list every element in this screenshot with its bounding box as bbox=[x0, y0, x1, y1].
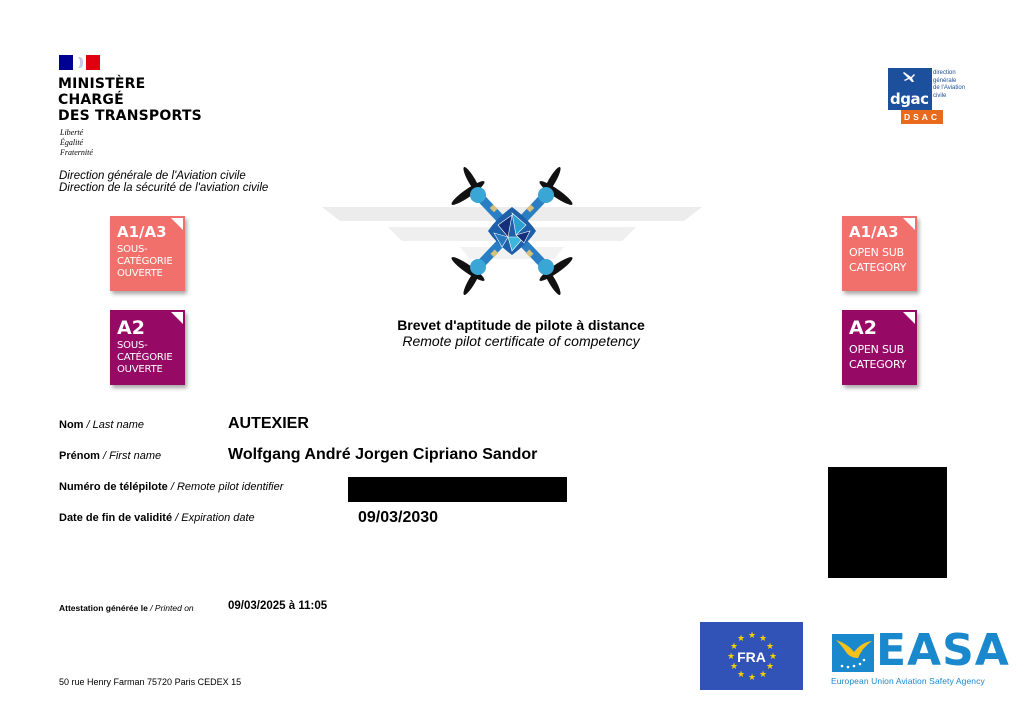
star-icon: ★ bbox=[730, 641, 739, 651]
ministry-line: DES TRANSPORTS bbox=[58, 108, 202, 124]
republic-motto bbox=[60, 128, 93, 158]
star-icon: ★ bbox=[748, 630, 757, 640]
star-icon: ★ bbox=[766, 661, 775, 671]
french-republic-flag-icon bbox=[59, 55, 100, 70]
badge-line: OPEN SUB bbox=[849, 343, 904, 356]
easa-bird-icon bbox=[832, 634, 874, 672]
badge-a1a3-en bbox=[842, 216, 917, 291]
badge-line: SOUS- bbox=[117, 340, 148, 351]
ministry-name bbox=[58, 76, 202, 124]
printed-label bbox=[59, 603, 194, 613]
badge-code: A2 bbox=[117, 317, 145, 339]
label-en: First name bbox=[109, 450, 162, 462]
star-icon: ★ bbox=[737, 669, 746, 679]
label-separator: / bbox=[167, 481, 177, 493]
badge-line: CATÉGORIE bbox=[117, 256, 173, 267]
direction-text bbox=[59, 170, 268, 194]
star-icon: ★ bbox=[759, 633, 768, 643]
badge-line: CATEGORY bbox=[849, 358, 907, 371]
photo-redacted bbox=[828, 467, 947, 578]
label-separator: / bbox=[172, 512, 182, 524]
printed-value: 09/03/2025 à 11:05 bbox=[228, 600, 328, 612]
badge-line: CATÉGORIE bbox=[117, 352, 173, 363]
dgac-logo bbox=[888, 68, 932, 110]
label-separator: / bbox=[99, 450, 110, 462]
address: 50 rue Henry Farman 75720 Paris CEDEX 15 bbox=[59, 677, 242, 687]
label-fr: Nom bbox=[59, 419, 84, 431]
badge-line: OUVERTE bbox=[117, 364, 163, 375]
easa-full-name: European Union Aviation Safety Agency bbox=[831, 676, 985, 686]
label-separator: / bbox=[83, 419, 93, 431]
label-en: Remote pilot identifier bbox=[176, 481, 284, 493]
label-fr: Numéro de télépilote bbox=[59, 481, 168, 493]
badge-a1a3-fr bbox=[110, 216, 185, 291]
expiry-label bbox=[59, 512, 255, 524]
badge-code: A1/A3 bbox=[117, 223, 167, 241]
star-icon: ★ bbox=[727, 651, 736, 661]
first-name-value: Wolfgang André Jorgen Cipriano Sandor bbox=[228, 446, 538, 463]
expiry-value: 09/03/2030 bbox=[358, 509, 439, 526]
certificate-title: Brevet d'aptitude de pilote à distance bbox=[397, 317, 645, 333]
badge-line: SOUS- bbox=[117, 244, 148, 255]
badge-line: OUVERTE bbox=[117, 268, 163, 279]
badge-subtitle bbox=[849, 245, 906, 275]
plane-icon bbox=[902, 71, 916, 83]
ministry-line: CHARGÉ bbox=[58, 92, 124, 108]
motto-line: Égalité bbox=[60, 138, 84, 147]
first-name-label bbox=[59, 450, 161, 462]
dgac-side-line: civile bbox=[933, 92, 947, 99]
certificate-subtitle: Remote pilot certificate of competency bbox=[402, 333, 640, 349]
dgac-side-line: générale bbox=[933, 77, 957, 84]
badge-subtitle bbox=[117, 244, 173, 280]
dgac-logo-text: dgac bbox=[890, 90, 929, 108]
star-icon: ★ bbox=[759, 669, 768, 679]
last-name-label bbox=[59, 419, 144, 431]
eu-flag-text: FRA bbox=[737, 649, 766, 665]
label-separator: / bbox=[147, 603, 155, 613]
badge-line: OPEN SUB bbox=[849, 246, 904, 259]
dgac-side-line: de l'Aviation bbox=[933, 85, 966, 91]
drone-icon bbox=[446, 163, 578, 299]
easa-name: EASA bbox=[876, 625, 1010, 676]
label-en: Expiration date bbox=[181, 512, 255, 524]
direction-line: Direction générale de l'Aviation civile bbox=[59, 170, 246, 182]
label-en: Printed on bbox=[154, 603, 194, 613]
dgac-side-text bbox=[933, 70, 965, 100]
last-name-value: AUTEXIER bbox=[228, 415, 309, 432]
label-fr: Attestation générée le bbox=[59, 603, 148, 613]
star-icon: ★ bbox=[730, 661, 739, 671]
motto-line: Liberté bbox=[60, 128, 84, 137]
label-fr: Prénom bbox=[59, 450, 100, 462]
ministry-line: MINISTÈRE bbox=[58, 76, 146, 92]
star-icon: ★ bbox=[766, 641, 775, 651]
eu-flag-logo bbox=[700, 622, 803, 690]
direction-line: Direction de la sécurité de l'aviation civile bbox=[59, 182, 269, 194]
star-icon: ★ bbox=[737, 633, 746, 643]
pilot-id-redacted bbox=[348, 477, 567, 502]
label-en: Last name bbox=[92, 419, 144, 431]
star-icon: ★ bbox=[748, 672, 757, 682]
pilot-id-label bbox=[59, 481, 283, 493]
dsac-label: DSAC bbox=[901, 110, 943, 124]
dgac-side-line: direction bbox=[933, 70, 956, 76]
corner-fold-icon bbox=[171, 218, 183, 230]
badge-line: CATEGORY bbox=[849, 261, 907, 274]
badge-code: A2 bbox=[849, 317, 877, 339]
badge-code: A1/A3 bbox=[849, 223, 899, 241]
corner-fold-icon bbox=[903, 218, 915, 230]
star-icon: ★ bbox=[769, 651, 778, 661]
label-fr: Date de fin de validité bbox=[59, 512, 173, 524]
motto-line: Fraternité bbox=[60, 148, 93, 157]
